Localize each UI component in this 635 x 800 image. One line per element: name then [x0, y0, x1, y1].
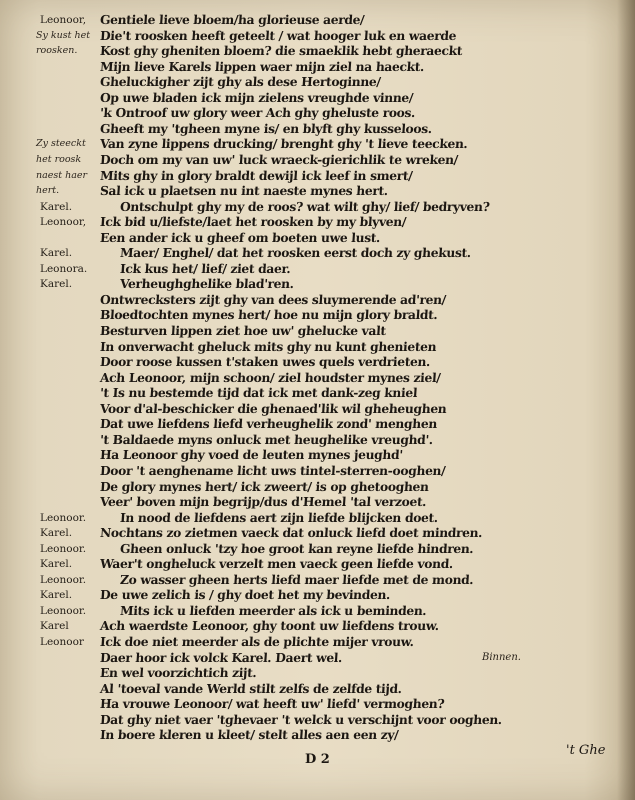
speaker-label: Leonoor, — [40, 14, 87, 26]
verse-text: Ick bid u/liefste/laet het roosken by my blyven/ — [99, 214, 407, 230]
verse-text: Veer' boven mijn begrijp/dus d'Hemel 'tal verzoet. — [99, 494, 427, 510]
verse-line — [0, 74, 635, 90]
verse-line — [0, 199, 635, 215]
verse-line — [0, 510, 635, 526]
verse-line — [0, 541, 635, 557]
verse-text: Mits ghy in glory braldt dewijl ick leef in smert/ — [99, 167, 413, 183]
verse-text: Een ander ick u gheef om boeten uwe lust. — [99, 229, 381, 245]
verse-line — [0, 59, 635, 75]
verse-line — [0, 556, 635, 572]
verse-line — [0, 416, 635, 432]
verse-text: Door roose kussen t'staken uwes quels verdrieten. — [99, 354, 431, 370]
margin-stage-direction: Zy steeckt — [36, 138, 86, 150]
verse-line — [0, 90, 635, 106]
verse-text: Ach waerdste Leonoor, ghy toont uw liefdens trouw. — [99, 618, 440, 634]
verse-line — [0, 370, 635, 386]
verse-text: Ontschulpt ghy my de roos? wat wilt ghy/ lief/ bedryven? — [119, 198, 491, 214]
verse-line — [0, 121, 635, 137]
speaker-label: Karel. — [40, 527, 73, 540]
speaker-label: Leonoor — [40, 636, 84, 648]
margin-stage-direction: hert. — [36, 185, 60, 197]
verse-line — [0, 28, 635, 44]
verse-text: Gheeft my 'tgheen myne is/ en blyft ghy kusseloos. — [99, 120, 433, 136]
verse-text: 't Baldaede myns onluck met heughelike vreughd'. — [99, 431, 434, 447]
verse-text: Bloedtochten mynes hert/ hoe nu mijn glory braldt. — [99, 307, 439, 323]
verse-line — [0, 168, 635, 184]
speaker-label: Karel — [40, 620, 69, 633]
margin-stage-direction: naest haer — [36, 169, 88, 181]
verse-line — [0, 650, 635, 666]
verse-line — [0, 12, 635, 28]
verse-text: In onverwacht gheluck mits ghy nu kunt ghenieten — [99, 338, 437, 354]
verse-line — [0, 479, 635, 495]
verse-line — [0, 696, 635, 712]
verse-text: Ick doe niet meerder als de plichte mijer vrouw. — [99, 634, 415, 649]
verse-line — [0, 152, 635, 168]
verse-line — [0, 727, 635, 743]
verse-line — [0, 354, 635, 370]
verse-line — [0, 323, 635, 339]
speaker-label: Karel. — [40, 558, 73, 571]
verse-text: Ontwrecksters zijt ghy van dees sluymerende ad'ren/ — [99, 291, 447, 307]
verse-text: Verheughghelike blad'ren. — [119, 276, 295, 292]
verse-text: 't Is nu bestemde tijd dat ick met dank-zeg kniel — [99, 385, 418, 401]
verse-text: Op uwe bladen ick mijn zielens vreughde vinne/ — [99, 89, 414, 105]
verse-text: In nood de liefdens aert zijn liefde blijcken doet. — [119, 509, 439, 525]
speaker-label: Leonoor. — [40, 542, 87, 555]
verse-line — [0, 447, 635, 463]
verse-text: Door 't aenghename licht uws tintel-sterren-ooghen/ — [99, 462, 446, 478]
verse-text: Zo wasser gheen herts liefd maer liefde met de mond. — [119, 571, 474, 587]
verse-line — [0, 603, 635, 619]
speaker-label: Karel. — [40, 247, 73, 260]
speaker-label: Karel. — [40, 278, 73, 291]
verse-text: Maer/ Enghel/ dat het roosken eerst doch zy ghekust. — [119, 245, 472, 261]
exit-direction: Binnen. — [482, 651, 521, 663]
speaker-label: Leonoor, — [40, 216, 87, 229]
verse-line — [0, 634, 635, 650]
verse-text: En wel voorzichtich zijt. — [99, 665, 258, 681]
verse-line — [0, 105, 635, 121]
verse-line — [0, 261, 635, 277]
verse-text: Mijn lieve Karels lippen waer mijn ziel na haeckt. — [99, 58, 425, 74]
verse-text: Gheluckigher zijt ghy als dese Hertoginne/ — [99, 74, 382, 90]
verse-line — [0, 214, 635, 230]
verse-text: Waer't ongheluck verzelt men vaeck geen liefde vond. — [99, 556, 454, 572]
verse-text: Besturven lippen ziet hoe uw' ghelucke valt — [99, 323, 387, 338]
speaker-label: Leonoor. — [40, 511, 87, 524]
verse-line — [0, 525, 635, 541]
verse-line — [0, 432, 635, 448]
catchword: 't Ghe — [566, 743, 606, 758]
verse-line — [0, 307, 635, 323]
verse-line — [0, 245, 635, 261]
verse-line — [0, 665, 635, 681]
verse-line — [0, 572, 635, 588]
verse-text: Doch om my van uw' luck wraeck-gierichlik te wreken/ — [99, 151, 459, 167]
verse-text: Gheen onluck 'tzy hoe groot kan reyne liefde hindren. — [119, 540, 474, 556]
verse-line — [0, 618, 635, 634]
signature-mark: D 2 — [305, 752, 330, 767]
verse-text: Van zyne lippens drucking/ brenght ghy 't lieve teecken. — [99, 136, 469, 152]
verse-text: De uwe zelich is / ghy doet het my bevinden. — [99, 587, 391, 603]
verse-text: Mits ick u liefden meerder als ick u beminden. — [119, 602, 427, 618]
verse-text: Dat ghy niet vaer 'tghevaer 't welck u verschijnt voor ooghen. — [99, 711, 503, 727]
verse-text: 'k Ontroof uw glory weer Ach ghy gheluste roos. — [99, 105, 416, 121]
verse-text: Gentiele lieve bloem/ha glorieuse aerde/ — [99, 12, 365, 27]
speaker-label: Leonora. — [40, 262, 88, 275]
verse-line — [0, 183, 635, 199]
verse-text: Dat uwe liefdens liefd verheughelik zond' menghen — [99, 416, 438, 432]
margin-stage-direction: het roosk — [36, 153, 82, 165]
speaker-label: Leonoor. — [40, 604, 87, 617]
verse-text: Ha Leonoor ghy voed de leuten mynes jeughd' — [99, 447, 404, 463]
verse-text: Sal ick u plaetsen nu int naeste mynes hert. — [99, 183, 389, 199]
verse-text: Ick kus het/ lief/ ziet daer. — [119, 260, 292, 276]
verse-line — [0, 494, 635, 510]
verse-line — [0, 463, 635, 479]
verse-line — [0, 43, 635, 59]
verse-text: Die't roosken heeft geteelt / wat hooger luk en waerde — [99, 27, 457, 43]
verse-text: Nochtans zo zietmen vaeck dat onluck liefd doet mindren. — [99, 525, 483, 541]
verse-line — [0, 276, 635, 292]
speaker-label: Karel. — [40, 589, 73, 602]
verse-text: Voor d'al-beschicker die ghenaed'lik wil gheheughen — [99, 400, 447, 416]
speaker-label: Leonoor. — [40, 573, 87, 586]
verse-line — [0, 587, 635, 603]
verse-line — [0, 712, 635, 728]
verse-text: In boere kleren u kleet/ stelt alles aen een zy/ — [99, 727, 399, 743]
verse-line — [0, 292, 635, 308]
verse-text: Ach Leonoor, mijn schoon/ ziel houdster mynes ziel/ — [99, 369, 442, 385]
verse-line — [0, 385, 635, 401]
speaker-label: Karel. — [40, 200, 73, 213]
verse-text: Daer hoor ick volck Karel. Daert wel. — [99, 649, 343, 665]
margin-stage-direction: Sy kust het — [36, 29, 91, 41]
verse-text: De glory mynes hert/ ick zweert/ is op ghetooghen — [99, 478, 430, 494]
verse-text: Al 'toeval vande Werld stilt zelfs de zelfde tijd. — [99, 680, 403, 696]
verse-text: Kost ghy gheniten bloem? die smaeklik hebt gheraeckt — [99, 43, 463, 59]
verse-line — [0, 401, 635, 417]
verse-text: Ha vrouwe Leonoor/ wat heeft uw' liefd' vermoghen? — [99, 696, 445, 712]
verse-line — [0, 136, 635, 152]
verse-line — [0, 230, 635, 246]
verse-line — [0, 339, 635, 355]
margin-stage-direction: roosken. — [36, 45, 78, 57]
verse-line — [0, 681, 635, 697]
